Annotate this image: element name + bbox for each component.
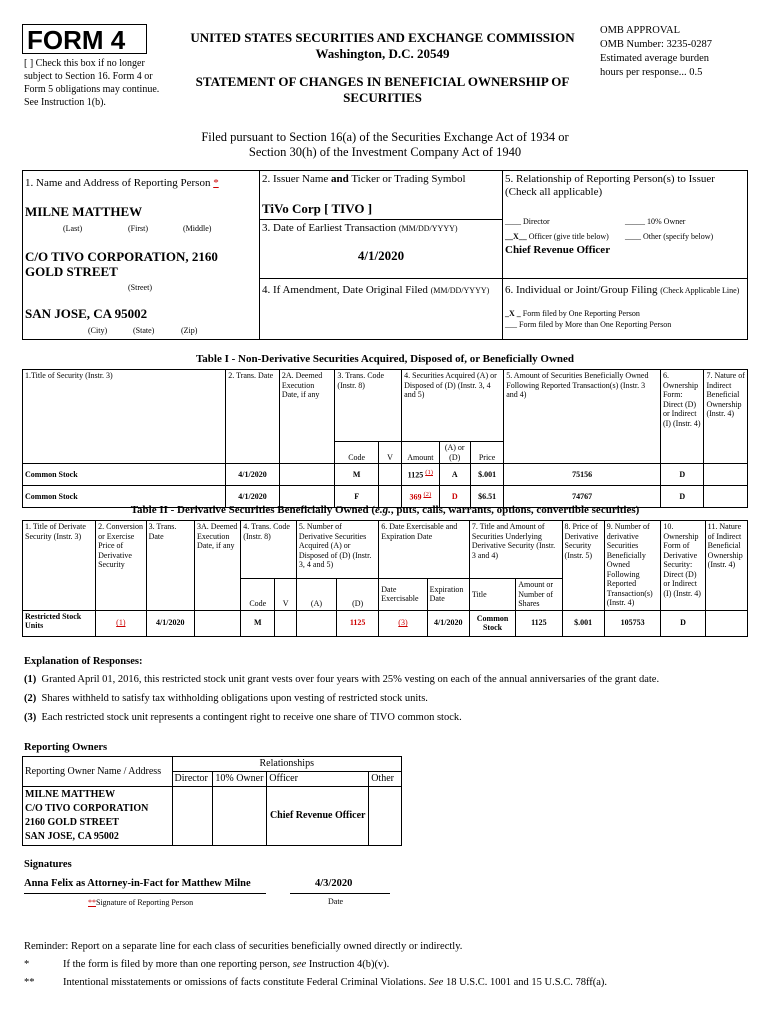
t1-r2-aord: D <box>439 486 470 508</box>
t1-r1-code: M <box>335 464 378 486</box>
t2-sub-a: (A) <box>296 579 336 611</box>
ro-col-other: Other <box>369 772 402 787</box>
earliest-date-value: 4/1/2020 <box>357 248 405 263</box>
t2-r1-price: $.001 <box>562 610 604 636</box>
ro-owner-line2: C/O TIVO CORPORATION <box>25 803 149 814</box>
street-line1: C/O TIVO CORPORATION, 2160 <box>25 249 218 264</box>
explanation-item: (1) Granted April 01, 2016, this restricted stock unit grant vests over four years with 25% vesting on each of the annual anniversaries of the grant date. <box>24 674 660 685</box>
t1-col1-head: 1.Title of Security (Instr. 3) <box>23 370 226 464</box>
ro-director <box>172 787 213 846</box>
t1-col2-head: 2. Trans. Date <box>226 370 280 464</box>
agency-name <box>175 30 590 62</box>
table1-title: Table I - Non-Derivative Securities Acquired, Disposed of, or Beneficially Owned <box>195 353 575 365</box>
t1-r2-date: 4/1/2020 <box>226 486 280 508</box>
filed-line2: Section 30(h) of the Investment Company Act of 1940 <box>248 145 522 159</box>
t2-r1-title: Restricted Stock Units <box>23 610 96 636</box>
form-title: FORM 4 <box>22 24 147 54</box>
ro-other <box>369 787 402 846</box>
t2-col7-head: 7. Title and Amount of Securities Underlying Derivative Security (Instr. 3 and 4) <box>469 521 562 579</box>
signature-date: 4/3/2020 <box>315 878 353 889</box>
date-line <box>290 893 390 894</box>
box5-label <box>505 173 715 199</box>
t2-r1-form: D <box>661 610 705 636</box>
reminder-line: Reminder: Report on a separate line for each class of securities beneficially owned directly or indirectly. <box>24 941 463 952</box>
t1-sub-aord: (A) or (D) <box>439 442 470 464</box>
table-row <box>23 787 402 846</box>
t2-col6-head: 6. Date Exercisable and Expiration Date <box>379 521 470 579</box>
date-label: Date <box>328 897 344 906</box>
t1-r1-date: 4/1/2020 <box>226 464 280 486</box>
signature-label: **Signature of Reporting Person <box>88 898 194 907</box>
filed-pursuant <box>120 130 650 160</box>
ro-col-director: Director <box>172 772 213 787</box>
reporter-name: MILNE MATTHEW <box>25 204 143 219</box>
omb-line4: hours per response... 0.5 <box>600 67 703 78</box>
t2-col11-head: 11. Nature of Indirect Beneficial Ownership (Instr. 4) <box>705 521 747 611</box>
more-person-option[interactable]: ___ Form filed by More than One Reporting Person <box>505 320 672 329</box>
t2-col9-head: 9. Number of derivative Securities Beneficially Owned Following Reported Transaction(s) (Instr. 4) <box>604 521 661 611</box>
ro-owner-line1: MILNE MATTHEW <box>25 789 116 800</box>
ro-owner <box>23 787 173 846</box>
explanation-heading: Explanation of Responses: <box>24 656 143 667</box>
box4-label: 4. If Amendment, Date Original Filed (MM/DD/YYYY) <box>262 284 490 296</box>
agency-line2: Washington, D.C. 20549 <box>315 46 450 61</box>
filed-line1: Filed pursuant to Section 16(a) of the Securities Exchange Act of 1934 or <box>201 130 569 144</box>
t2-col1-head: 1. Title of Derivate Security (Instr. 3) <box>23 521 96 611</box>
city-label: (City) <box>88 326 108 335</box>
box3-label: 3. Date of Earliest Transaction (MM/DD/YYYY) <box>262 222 458 234</box>
t2-r1-date: 4/1/2020 <box>146 610 194 636</box>
explanation-item: (2) Shares withheld to satisfy tax withholding obligations upon vesting of restricted stock units. <box>24 693 428 704</box>
officer-title: Chief Revenue Officer <box>505 244 611 256</box>
city-state-zip: SAN JOSE, CA 95002 <box>25 306 148 321</box>
reminder-note2: Intentional misstatements or omissions of facts constitute Federal Criminal Violations. See 18 U.S.C. 1001 and 15 U.S.C. 78ff(a). <box>63 977 608 988</box>
box6-label: 6. Individual or Joint/Group Filing (Check Applicable Line) <box>505 284 740 296</box>
ro-col-relationships: Relationships <box>172 757 402 772</box>
street-line2: GOLD STREET <box>25 264 118 279</box>
agency-line1: UNITED STATES SECURITIES AND EXCHANGE COMMISSION <box>190 30 575 45</box>
t1-r1-nature <box>704 464 748 486</box>
ro-officer: Chief Revenue Officer <box>267 787 369 846</box>
t1-r2-owned: 74767 <box>504 486 661 508</box>
t2-r1-d: 1125 <box>337 610 379 636</box>
footnote-link[interactable]: (2) <box>423 491 432 499</box>
t1-col4-head: 4. Securities Acquired (A) or Disposed of (D) (Instr. 3, 4 and 5) <box>402 370 504 442</box>
t1-sub-code: Code <box>335 442 378 464</box>
t2-sub-exercisable: Date Exercisable <box>379 579 427 611</box>
t2-sub-d: (D) <box>337 579 379 611</box>
t2-r1-expiration: 4/1/2020 <box>427 610 469 636</box>
box4-amendment <box>259 278 503 340</box>
t1-sub-amount: Amount <box>402 442 439 464</box>
t2-col8-head: 8. Price of Derivative Security (Instr. 5) <box>562 521 604 611</box>
t1-r1-amount: 1125 $^{(1)}$ <box>402 464 439 486</box>
signatures-heading: Signatures <box>24 859 72 870</box>
t1-r2-title: Common Stock <box>23 486 226 508</box>
t1-col3-head: 3. Trans. Code (Instr. 8) <box>335 370 402 442</box>
box2-issuer <box>259 170 503 220</box>
table2-title: Table II - Derivative Securities Beneficially Owned (e.g., puts, calls, warrants, options, convertible securities) <box>130 504 640 516</box>
t2-sub-code: Code <box>241 579 275 611</box>
box5-label-line2: (Check all applicable) <box>505 186 603 198</box>
issuer-value: TiVo Corp [ TIVO ] <box>262 201 373 216</box>
reminder-star2: ** <box>24 977 35 988</box>
one-person-option[interactable]: _X _ Form filed by One Reporting Person <box>505 309 640 318</box>
t2-r1-v <box>275 610 297 636</box>
box3-earliest-date <box>259 219 503 279</box>
omb-line2: OMB Number: 3235-0287 <box>600 39 712 50</box>
statement-line1: STATEMENT OF CHANGES IN BENEFICIAL OWNERSHIP OF <box>195 74 570 89</box>
box5-label-line1: 5. Relationship of Reporting Person(s) to Issuer <box>505 173 715 185</box>
t1-r1-deemed <box>279 464 335 486</box>
t1-r1-aord: A <box>439 464 470 486</box>
state-label: (State) <box>133 326 155 335</box>
footnote-link[interactable]: (1) <box>425 469 433 477</box>
t2-r1-a <box>296 610 336 636</box>
footnote-link[interactable]: (3) <box>379 610 427 636</box>
table1-grid <box>22 369 748 508</box>
t1-r1-v <box>378 464 401 486</box>
t1-col7-head: 7. Nature of Indirect Beneficial Ownership (Instr. 4) <box>704 370 748 464</box>
explanation-item: (3) Each restricted stock unit represents a contingent right to receive one share of TIVO common stock. <box>24 712 462 723</box>
t2-sub-title: Title <box>469 579 515 611</box>
no-longer-subject-note[interactable]: [ ] Check this box if no longer subject to Section 16. Form 4 or Form 5 obligations may continue. See Instruction 1(b). <box>24 58 160 108</box>
t2-col3-head: 3. Trans. Date <box>146 521 194 611</box>
reminder-star1: * <box>24 959 30 970</box>
t2-col10-head: 10. Ownership Form of Derivative Security: Direct (D) or Indirect (I) (Instr. 4) <box>661 521 705 611</box>
first-label: (First) <box>128 224 148 233</box>
table2 <box>22 520 748 637</box>
t1-r1-form: D <box>660 464 703 486</box>
street-label: (Street) <box>128 283 152 292</box>
reminder-note1: If the form is filed by more than one reporting person, see Instruction 4(b)(v). <box>63 959 390 970</box>
statement-title <box>175 74 590 106</box>
t2-r1-nature <box>705 610 747 636</box>
t1-r2-amount: 369 $^{(2)}$ <box>402 486 439 508</box>
t1-sub-v: V <box>378 442 401 464</box>
other-checkbox[interactable]: ____ Other (specify below) <box>625 232 714 241</box>
t2-col3a-head: 3A. Deemed Execution Date, if any <box>194 521 240 611</box>
t1-r1-owned: 75156 <box>504 464 661 486</box>
t2-r1-owned: 105753 <box>604 610 661 636</box>
last-label: (Last) <box>63 224 83 233</box>
box6-filing <box>502 278 748 340</box>
ro-col-name: Reporting Owner Name / Address <box>23 757 173 787</box>
omb-approval <box>600 24 760 80</box>
t2-sub-v: V <box>275 579 297 611</box>
box1-label: 1. Name and Address of Reporting Person * <box>25 177 219 189</box>
ro-owner-line4: SAN JOSE, CA 95002 <box>25 831 119 842</box>
ro-owner-line3: 2160 GOLD STREET <box>25 817 119 828</box>
t2-col5-head: 5. Number of Derivative Securities Acquired (A) or Disposed of (D) (Instr. 3, 4 and 5) <box>296 521 378 579</box>
reporting-owners-heading: Reporting Owners <box>24 742 108 753</box>
zip-label: (Zip) <box>181 326 198 335</box>
reporting-owners-table <box>22 756 402 846</box>
t1-col2a-head: 2A. Deemed Execution Date, if any <box>279 370 335 464</box>
t1-r1-price: $.001 <box>470 464 503 486</box>
footnote-mark[interactable]: ** <box>88 898 96 907</box>
street-address <box>25 249 218 279</box>
t2-r1-code: M <box>241 610 275 636</box>
t2-col4-head: 4. Trans. Code (Instr. 8) <box>241 521 297 579</box>
t1-col5-head: 5. Amount of Securities Beneficially Owned Following Reported Transaction(s) (Instr. 3 and 4) <box>504 370 661 464</box>
t1-r2-code: F <box>335 486 378 508</box>
middle-label: (Middle) <box>183 224 212 233</box>
ro-col-ten: 10% Owner <box>213 772 267 787</box>
table-row <box>23 464 748 486</box>
t2-sub-amount: Amount or Number of Shares <box>516 579 562 611</box>
t1-sub-price: Price <box>470 442 503 464</box>
t2-r1-und-title: Common Stock <box>469 610 515 636</box>
t2-sub-expiration: Expiration Date <box>427 579 469 611</box>
ten-percent-owner-checkbox[interactable]: _____ 10% Owner <box>625 217 686 226</box>
ro-ten <box>213 787 267 846</box>
footnote-link[interactable]: (1) <box>96 610 146 636</box>
signature-line <box>24 893 266 894</box>
statement-line2: SECURITIES <box>343 90 422 105</box>
t2-r1-deemed <box>194 610 240 636</box>
t1-col6-head: 6. Ownership Form: Direct (D) or Indirect (I) (Instr. 4) <box>660 370 703 464</box>
box5-relationship <box>502 170 748 279</box>
director-checkbox[interactable]: ____ Director <box>505 217 550 226</box>
box1-reporting-person <box>22 170 260 340</box>
omb-line1: OMB APPROVAL <box>600 25 681 36</box>
t2-r1-und-amount: 1125 <box>516 610 562 636</box>
officer-checkbox[interactable]: __X__ Officer (give title below) <box>505 232 609 241</box>
t1-r1-title: Common Stock <box>23 464 226 486</box>
table-row <box>23 610 748 636</box>
omb-line3: Estimated average burden <box>600 53 710 64</box>
signature-name: Anna Felix as Attorney-in-Fact for Matthew Milne <box>24 878 251 889</box>
t1-r2-form: D <box>660 486 703 508</box>
box2-label: 2. Issuer Name and Ticker or Trading Symbol <box>262 173 466 185</box>
t1-r2-price: $6.51 <box>470 486 503 508</box>
t2-col2-head: 2. Conversion or Exercise Price of Derivative Security <box>96 521 146 611</box>
footnote-mark[interactable]: * <box>213 177 219 189</box>
ro-col-officer: Officer <box>267 772 369 787</box>
